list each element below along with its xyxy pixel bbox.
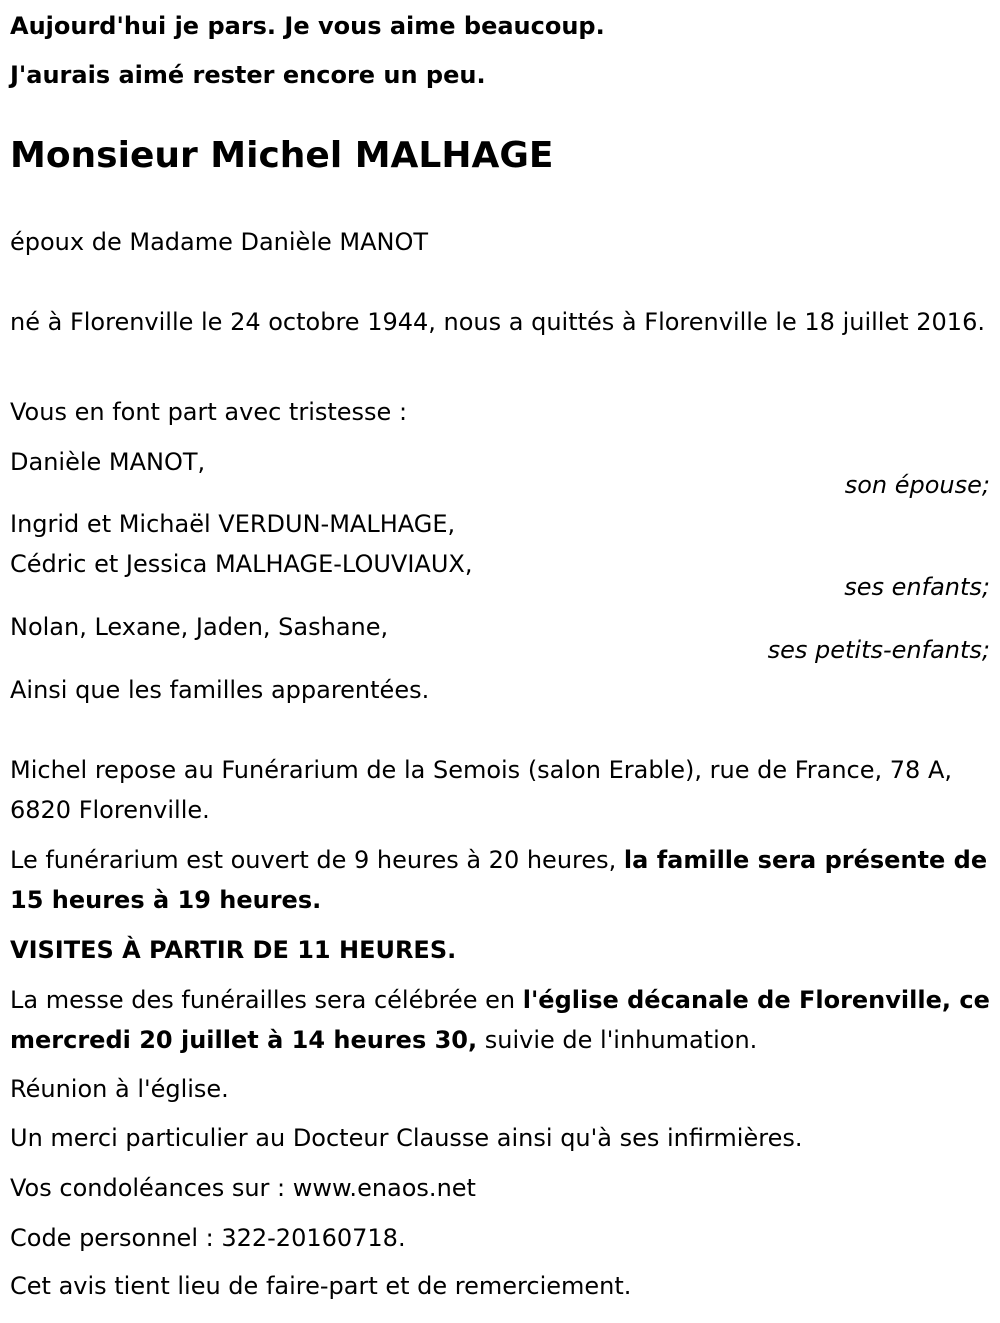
- meeting-notice: Réunion à l'église.: [10, 1075, 229, 1103]
- family-children-relation: ses enfants;: [844, 573, 990, 601]
- family-spouse-relation: son épouse;: [844, 471, 990, 499]
- family-child-1: Ingrid et Michaël VERDUN-MALHAGE,: [10, 510, 456, 538]
- spouse-line: époux de Madame Danièle MANOT: [10, 228, 429, 256]
- mass-end: suivie de l'inhumation.: [484, 1026, 758, 1054]
- family-grandchildren: Nolan, Lexane, Jaden, Sashane,: [10, 613, 389, 641]
- rest-place-text: Michel repose au Funérarium de la Semois (salon Erable), rue de France, 78 A, 6820 Florenville.: [10, 756, 952, 824]
- deceased-name: Monsieur Michel MALHAGE: [10, 135, 554, 176]
- hours-text: Le funérarium est ouvert de 9 heures à 20 heures,: [10, 846, 617, 874]
- condolences-text: Vos condoléances sur : www.enaos.net: [10, 1174, 476, 1202]
- visits-notice: VISITES À PARTIR DE 11 HEURES.: [10, 936, 457, 964]
- birth-death-text: né à Florenville le 24 octobre 1944, nous a quittés à Florenville le 18 juillet 2016.: [10, 308, 985, 336]
- family-relatives: Ainsi que les familles apparentées.: [10, 676, 430, 704]
- mass-text: La messe des funérailles sera célébrée en: [10, 986, 516, 1014]
- closing-text: Cet avis tient lieu de faire-part et de remerciement.: [10, 1272, 632, 1300]
- personal-code: Code personnel : 322-20160718.: [10, 1224, 406, 1252]
- intro-line-1: Aujourd'hui je pars. Je vous aime beaucoup.: [10, 12, 605, 40]
- family-child-2: Cédric et Jessica MALHAGE-LOUVIAUX,: [10, 550, 473, 578]
- thanks-text: Un merci particulier au Docteur Clausse ainsi qu'à ses infirmières.: [10, 1124, 803, 1152]
- family-grandchildren-relation: ses petits-enfants;: [767, 636, 990, 664]
- announcement: Vous en font part avec tristesse :: [10, 398, 408, 426]
- mass-paragraph: [10, 980, 990, 1060]
- hours-paragraph: [10, 840, 990, 920]
- mass-location-time: l'église décanale de Florenville, ce mercredi 20 juillet à 14 heures 30,: [10, 986, 990, 1054]
- hours-family-presence: la famille sera présente de 15 heures à 19 heures.: [10, 846, 988, 914]
- family-spouse-name: Danièle MANOT,: [10, 448, 206, 476]
- intro-line-2: J'aurais aimé rester encore un peu.: [10, 61, 486, 89]
